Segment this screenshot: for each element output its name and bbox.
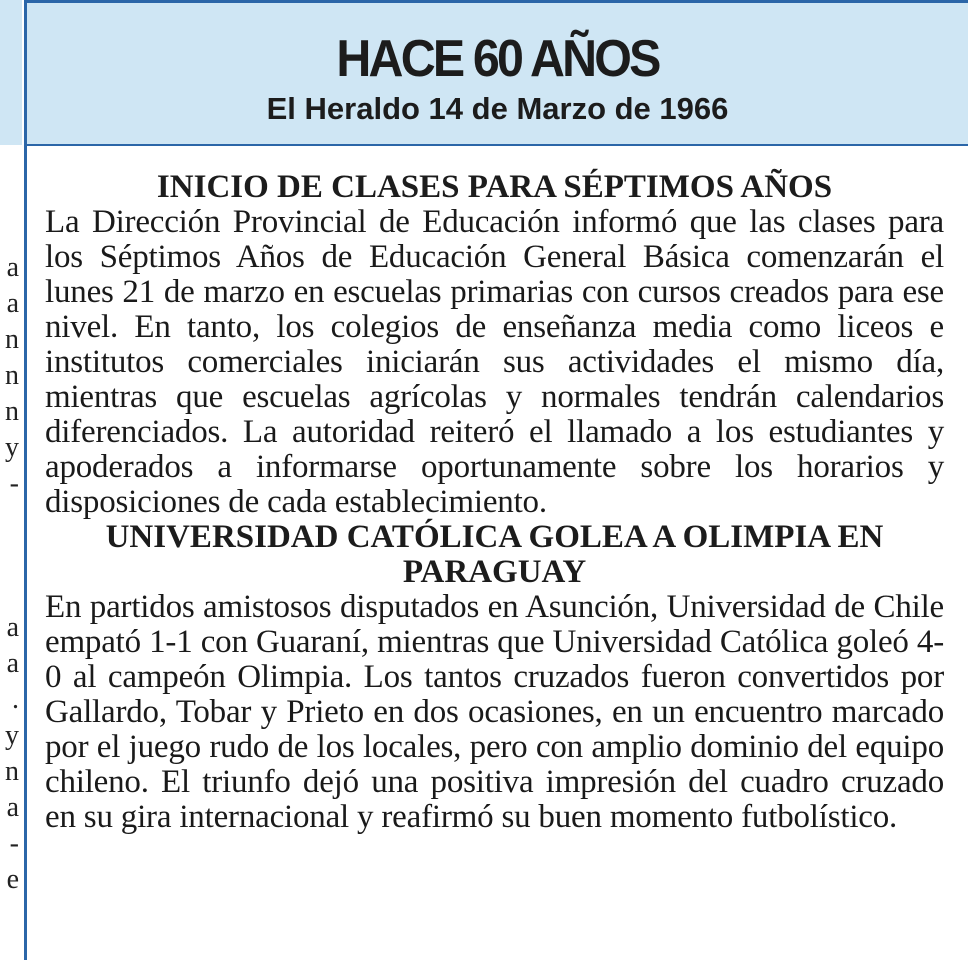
adjacent-column-fragment: n: [5, 360, 19, 391]
section-title: HACE 60 AÑOS: [336, 30, 659, 88]
adjacent-column-fragment: a: [6, 612, 19, 643]
adjacent-column-strip: [0, 0, 22, 960]
adjacent-column-fragment: n: [5, 324, 19, 355]
adjacent-column-fragment: n: [5, 396, 19, 427]
section-header: [27, 3, 968, 146]
adjacent-column-fragment: y: [5, 720, 19, 751]
adjacent-column-header: [0, 0, 22, 145]
adjacent-column-fragment: e: [6, 864, 19, 895]
adjacent-column-fragment: a: [6, 648, 19, 679]
articles-content: [45, 170, 944, 835]
adjacent-column-fragment: .: [12, 684, 19, 715]
adjacent-column-fragment: a: [6, 792, 19, 823]
article-body: La Dirección Provincial de Educación informó que las clases para los Séptimos Años de Educación General Básica comenzarán el lunes 21 de marzo en escuelas primarias con cursos creados para ese nivel. En tanto, los colegios de enseñanza media como liceos e institutos comerciales iniciarán sus actividades el mismo día, mientras que escuelas agrícolas y normales tendrán calendarios diferenciados. La autoridad reiteró el llamado a los estudiantes y apoderados a informarse oportunamente sobre los horarios y disposiciones de cada establecimiento.: [45, 204, 944, 520]
adjacent-column-fragment: -: [9, 468, 19, 499]
adjacent-column-fragment: a: [6, 288, 19, 319]
source-dateline: El Heraldo 14 de Marzo de 1966: [266, 91, 729, 126]
article-box: [24, 0, 968, 960]
article-headline: UNIVERSIDAD CATÓLICA GOLEA A OLIMPIA EN PARAGUAY: [105, 519, 884, 590]
adjacent-column-fragment: y: [5, 432, 19, 463]
article-headline: INICIO DE CLASES PARA SÉPTIMOS AÑOS: [156, 169, 833, 205]
adjacent-column-fragment: -: [9, 828, 19, 859]
article-body: En partidos amistosos disputados en Asunción, Universidad de Chile empató 1-1 con Guaraní, mientras que Universidad Católica goleó 4-0 al campeón Olimpia. Los tantos cruzados fueron convertidos por Gallardo, Tobar y Prieto en dos ocasiones, en un encuentro marcado por el juego rudo de los locales, pero con amplio dominio del equipo chileno. El triunfo dejó una positiva impresión del cuadro cruzado en su gira internacional y reafirmó su buen momento futbolístico.: [45, 589, 944, 835]
adjacent-column-fragment: n: [5, 756, 19, 787]
adjacent-column-fragment: a: [6, 252, 19, 283]
